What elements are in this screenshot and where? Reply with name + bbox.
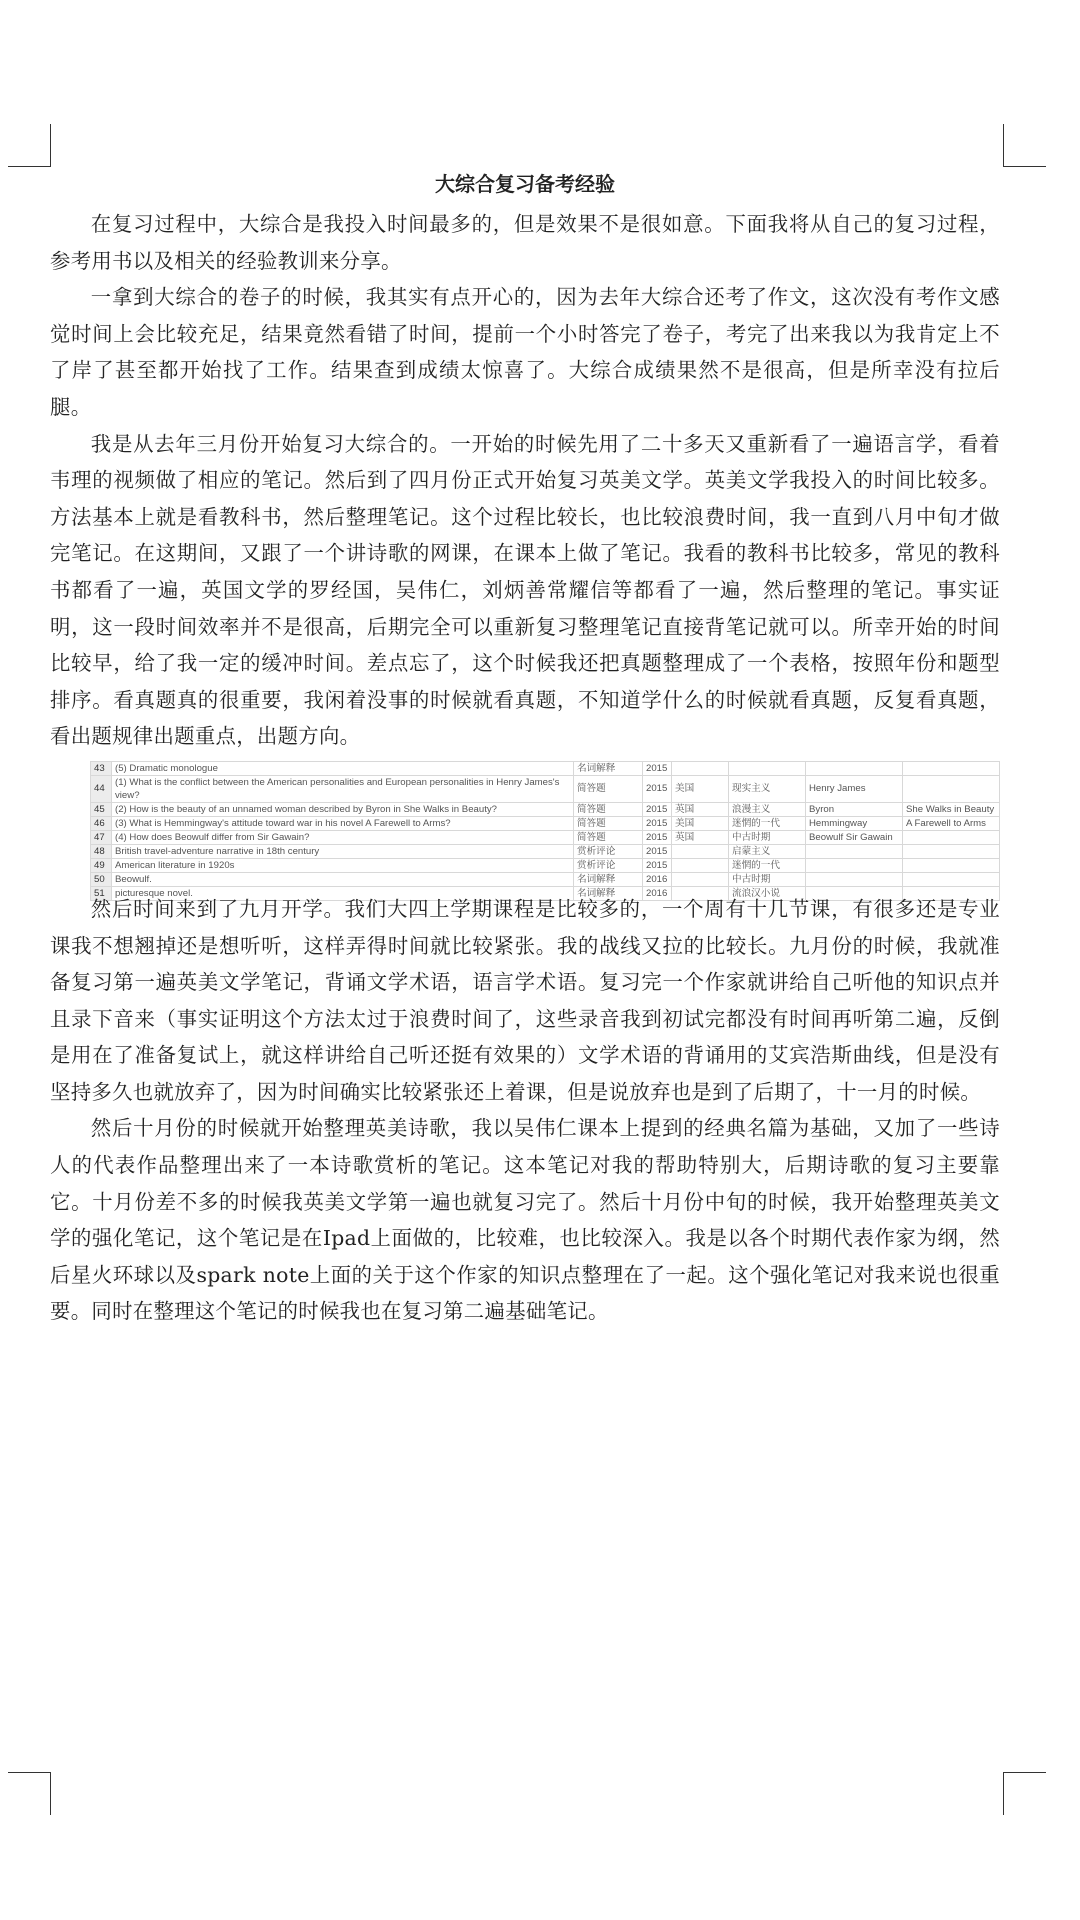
table-cell-num: 49 [91, 858, 112, 872]
table-cell-num: 44 [91, 775, 112, 802]
table-cell-era: 现实主义 [729, 775, 806, 802]
table-cell-work [903, 858, 1000, 872]
table-cell-year: 2015 [643, 830, 672, 844]
table-cell-year: 2016 [643, 886, 672, 900]
table-cell-type: 简答题 [574, 802, 643, 816]
table-cell-num: 50 [91, 872, 112, 886]
table-cell-work: She Walks in Beauty [903, 802, 1000, 816]
table-cell-country [672, 761, 729, 775]
table-cell-q: Beowulf. [112, 872, 574, 886]
table-cell-work: A Farewell to Arms [903, 816, 1000, 830]
table-cell-author: Beowulf Sir Gawain [806, 830, 903, 844]
table-row [91, 802, 1000, 816]
table-cell-author: Hemmingway [806, 816, 903, 830]
table-cell-work [903, 761, 1000, 775]
table-cell-num: 47 [91, 830, 112, 844]
table-row [91, 775, 1000, 802]
table-cell-q: (2) How is the beauty of an unnamed woman described by Byron in She Walks in Beauty? [112, 802, 574, 816]
table-cell-era: 中古时期 [729, 830, 806, 844]
table-cell-type: 名词解释 [574, 872, 643, 886]
table-cell-q: (1) What is the conflict between the American personalities and European personalities in Henry James's view? [112, 775, 574, 802]
crop-mark-top-right [1003, 124, 1046, 167]
table-cell-era: 流浪汉小说 [729, 886, 806, 900]
table-cell-author [806, 872, 903, 886]
table-cell-era [729, 761, 806, 775]
table-cell-type: 简答题 [574, 775, 643, 802]
table-cell-country: 美国 [672, 775, 729, 802]
table-cell-era: 中古时期 [729, 872, 806, 886]
table-cell-num: 48 [91, 844, 112, 858]
table-cell-work [903, 844, 1000, 858]
table-cell-q: British travel-adventure narrative in 18th century [112, 844, 574, 858]
table-cell-q: (5) Dramatic monologue [112, 761, 574, 775]
document-page [50, 166, 1000, 1330]
table-cell-num: 45 [91, 802, 112, 816]
table-cell-type: 名词解释 [574, 886, 643, 900]
table-row [91, 872, 1000, 886]
table-cell-era: 迷惘的一代 [729, 858, 806, 872]
table-cell-country [672, 844, 729, 858]
table-cell-country: 英国 [672, 830, 729, 844]
past-exam-table-screenshot [90, 761, 1000, 899]
table-cell-author [806, 858, 903, 872]
document-title: 大综合复习备考经验 [435, 172, 615, 196]
table-cell-country [672, 858, 729, 872]
table-cell-author [806, 761, 903, 775]
table-cell-year: 2015 [643, 816, 672, 830]
paragraph-october: 然后十月份的时候就开始整理英美诗歌，我以吴伟仁课本上提到的经典名篇为基础，又加了一些诗人的代表作品整理出来了一本诗歌赏析的笔记。这本笔记对我的帮助特别大，后期诗歌的复习主要靠它。十月份差不多的时候我英美文学第一遍也就复习完了。然后十月份中旬的时候，我开始整理英美文学的强化笔记，这个笔记是在Ipad上面做的，比较难，也比较深入。我是以各个时期代表作家为纲，然后星火环球以及spark note上面的关于这个作家的知识点整理在了一起。这个强化笔记对我来说也很重要。同时在整理这个笔记的时候我也在复习第二遍基础笔记。 [50, 1116, 1000, 1324]
paragraph-exam-experience: 一拿到大综合的卷子的时候，我其实有点开心的，因为去年大综合还考了作文，这次没有考作文感觉时间上会比较充足，结果竟然看错了时间，提前一个小时答完了卷子，考完了出来我以为我肯定上不了岸了甚至都开始找了工作。结果查到成绩太惊喜了。大综合成绩果然不是很高，但是所幸没有拉后腿。 [50, 285, 1000, 419]
table-cell-author [806, 844, 903, 858]
table-cell-year: 2016 [643, 872, 672, 886]
table-cell-year: 2015 [643, 858, 672, 872]
table-cell-year: 2015 [643, 844, 672, 858]
table-row [91, 844, 1000, 858]
table-cell-era: 迷惘的一代 [729, 816, 806, 830]
table-cell-era: 启蒙主义 [729, 844, 806, 858]
table-row [91, 816, 1000, 830]
table-cell-num: 43 [91, 761, 112, 775]
table-cell-year: 2015 [643, 802, 672, 816]
table-row [91, 858, 1000, 872]
crop-mark-bottom-right [1003, 1772, 1046, 1815]
paragraph-march-review: 我是从去年三月份开始复习大综合的。一开始的时候先用了二十多天又重新看了一遍语言学，看着韦理的视频做了相应的笔记。然后到了四月份正式开始复习英美文学。英美文学我投入的时间比较多。方法基本上就是看教科书，然后整理笔记。这个过程比较长，也比较浪费时间，我一直到八月中旬才做完笔记。在这期间，又跟了一个讲诗歌的网课，在课本上做了笔记。我看的教科书比较多，常见的教科书都看了一遍，英国文学的罗经国，吴伟仁，刘炳善常耀信等都看了一遍，然后整理的笔记。事实证明，这一段时间效率并不是很高，后期完全可以重新复习整理笔记直接背笔记就可以。所幸开始的时间比较早，给了我一定的缓冲时间。差点忘了，这个时候我还把真题整理成了一个表格，按照年份和题型排序。看真题真的很重要，我闲着没事的时候就看真题，不知道学什么的时候就看真题，反复看真题，看出题规律出题重点，出题方向。 [50, 431, 1000, 749]
table-row [91, 830, 1000, 844]
table-cell-author: Henry James [806, 775, 903, 802]
table-cell-num: 51 [91, 886, 112, 900]
table-cell-year: 2015 [643, 761, 672, 775]
table-cell-year: 2015 [643, 775, 672, 802]
paragraph-intro: 在复习过程中，大综合是我投入时间最多的，但是效果不是很如意。下面我将从自己的复习过程，参考用书以及相关的经验教训来分享。 [50, 212, 1000, 273]
table-cell-country [672, 872, 729, 886]
table-cell-type: 赏析评论 [574, 858, 643, 872]
table-cell-q: American literature in 1920s [112, 858, 574, 872]
table-cell-era: 浪漫主义 [729, 802, 806, 816]
table-cell-work [903, 830, 1000, 844]
table-row [91, 761, 1000, 775]
table-cell-work [903, 775, 1000, 802]
table-cell-type: 简答题 [574, 816, 643, 830]
crop-mark-top-left [8, 124, 51, 167]
table-cell-country: 美国 [672, 816, 729, 830]
crop-mark-bottom-left [8, 1772, 51, 1815]
table-cell-work [903, 872, 1000, 886]
past-exam-table [90, 761, 1000, 901]
table-cell-author: Byron [806, 802, 903, 816]
table-cell-type: 名词解释 [574, 761, 643, 775]
table-cell-q: picturesque novel. [112, 886, 574, 900]
table-cell-country: 英国 [672, 802, 729, 816]
paragraph-september: 然后时间来到了九月开学。我们大四上学期课程是比较多的，一个周有十几节课，有很多还是专业课我不想翘掉还是想听听，这样弄得时间就比较紧张。我的战线又拉的比较长。九月份的时候，我就准备复习第一遍英美文学笔记，背诵文学术语，语言学术语。复习完一个作家就讲给自己听他的知识点并且录下音来（事实证明这个方法太过于浪费时间了，这些录音我到初试完都没有时间再听第二遍，反倒是用在了准备复试上，就这样讲给自己听还挺有效果的）文学术语的背诵用的艾宾浩斯曲线，但是没有坚持多久也就放弃了，因为时间确实比较紧张还上着课，但是说放弃也是到了后期了，十一月的时候。 [50, 896, 1000, 1104]
table-cell-type: 简答题 [574, 830, 643, 844]
table-cell-q: (3) What is Hemmingway's attitude toward war in his novel A Farewell to Arms? [112, 816, 574, 830]
table-cell-type: 赏析评论 [574, 844, 643, 858]
table-cell-q: (4) How does Beowulf differ from Sir Gawain? [112, 830, 574, 844]
table-cell-num: 46 [91, 816, 112, 830]
